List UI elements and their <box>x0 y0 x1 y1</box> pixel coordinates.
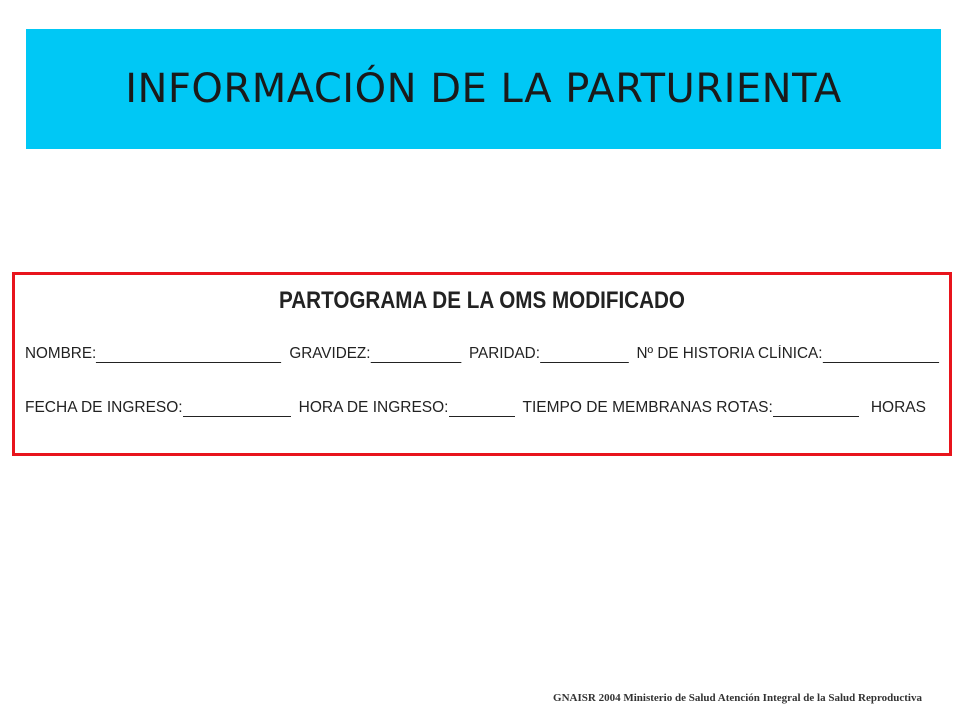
fecha-ingreso-label: FECHA DE INGRESO: <box>25 399 183 416</box>
form-row-patient <box>25 345 939 363</box>
nombre-field-line <box>96 348 281 363</box>
source-citation: GNAISR 2004 Ministerio de Salud Atención Integral de la Salud Reproductiva <box>553 692 922 704</box>
paridad-label: PARIDAD: <box>468 345 540 362</box>
membranas-rotas-label: TIEMPO DE MEMBRANAS ROTAS: <box>522 399 773 416</box>
page-title: INFORMACIÓN DE LA PARTURIENTA <box>125 66 842 112</box>
form-row-admission <box>25 399 926 417</box>
partograma-form <box>12 272 952 456</box>
title-banner <box>26 29 941 149</box>
fecha-ingreso-field-line <box>183 402 291 417</box>
nombre-label: NOMBRE: <box>25 345 97 362</box>
horas-label: HORAS <box>870 399 926 416</box>
membranas-rotas-field-line <box>773 402 859 417</box>
hora-ingreso-label: HORA DE INGRESO: <box>298 399 449 416</box>
hora-ingreso-field-line <box>449 402 515 417</box>
gravidez-label: GRAVIDEZ: <box>289 345 371 362</box>
historia-clinica-field-line <box>822 348 938 363</box>
form-title: PARTOGRAMA DE LA OMS MODIFICADO <box>279 287 685 314</box>
historia-clinica-label: Nº DE HISTORIA CLÍNICA: <box>636 345 823 362</box>
paridad-field-line <box>540 348 629 363</box>
gravidez-field-line <box>370 348 461 363</box>
